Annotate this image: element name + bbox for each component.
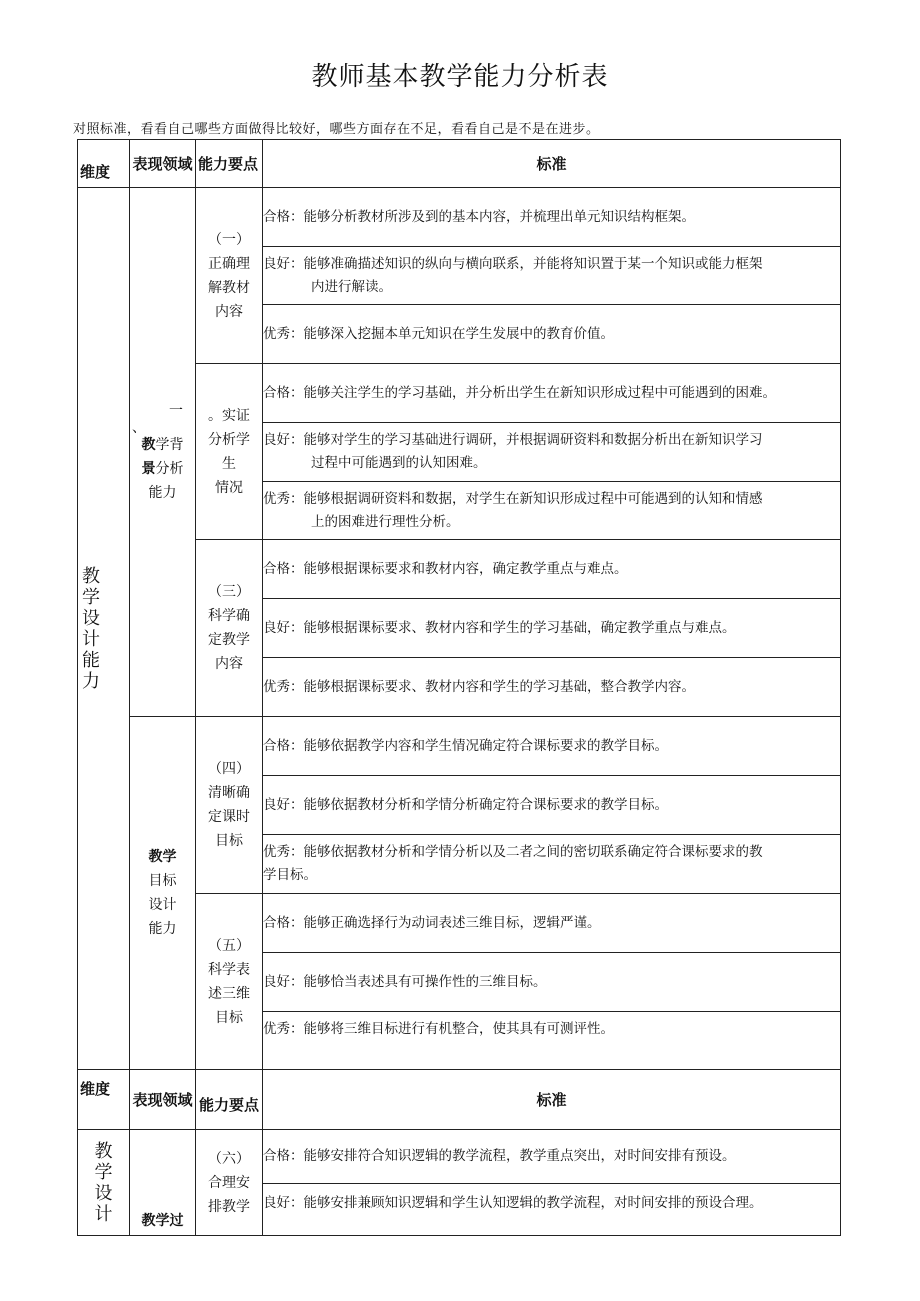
table-row	[78, 188, 841, 247]
point-cell	[196, 1130, 263, 1236]
point-label: 科学确	[208, 608, 250, 624]
standard-excellent	[263, 482, 841, 540]
point-label: 。实证	[208, 407, 250, 424]
point-label: 科学表	[208, 961, 250, 978]
standard-qualified: 合格：能够依据教学内容和学生情况确定符合课标要求的教学目标。	[263, 717, 841, 776]
area-label-bold: 教学	[148, 849, 177, 865]
header-standard: 标准	[263, 140, 841, 188]
standard-good	[263, 423, 841, 482]
dimension-label: 教学设计能力	[82, 565, 100, 692]
standard-text: 内进行解读。	[311, 278, 392, 295]
point-label: 情况	[215, 479, 243, 496]
standard-good: 良好：能够恰当表述具有可操作性的三维目标。	[263, 953, 841, 1012]
table-row	[78, 717, 841, 776]
point-number: （六）	[208, 1150, 250, 1167]
point-label: 内容	[215, 303, 243, 320]
area-label-line	[132, 457, 193, 481]
point-cell	[196, 717, 263, 894]
area-label-bold: 景	[141, 461, 156, 477]
standard-qualified: 合格：能够安排符合知识逻辑的教学流程，教学重点突出，对时间安排有预设。	[263, 1130, 841, 1184]
table-header-row	[78, 1070, 841, 1130]
standard-good: 良好：能够安排兼顾知识逻辑和学生认知逻辑的教学流程，对时间安排的预设合理。	[263, 1184, 841, 1236]
point-label: 定教学	[208, 632, 250, 648]
standard-text: 过程中可能遇到的认知困难。	[311, 455, 487, 471]
header-point: 能力要点	[196, 140, 263, 188]
standard-qualified: 合格：能够根据课标要求和教材内容，确定教学重点与难点。	[263, 540, 841, 599]
standard-excellent: 优秀：能够根据课标要求、教材内容和学生的学习基础，整合教学内容。	[263, 658, 841, 717]
point-label: 定课时	[208, 809, 250, 825]
standard-text: 上的困难进行理性分析。	[311, 513, 460, 530]
standard-text: 优秀：能够根据调研资料和数据，对学生在新知识形成过程中可能遇到的认知和情感	[263, 490, 763, 507]
intro-text: 对照标准，看看自己哪些方面做得比较好，哪些方面存在不足，看看自己是不是在进步。	[73, 122, 600, 137]
area-label-bold: 教	[141, 437, 156, 453]
point-label: 清晰确	[208, 785, 250, 801]
page-title: 教师基本教学能力分析表	[311, 62, 609, 92]
point-number: （一）	[208, 231, 250, 248]
header-area: 表现领域	[130, 140, 196, 188]
point-number: （五）	[208, 937, 250, 954]
point-number: （四）	[208, 761, 250, 777]
point-cell	[196, 364, 263, 540]
point-cell	[196, 540, 263, 717]
point-label: 内容	[215, 656, 243, 672]
standard-qualified: 合格：能够关注学生的学习基础，并分析出学生在新知识形成过程中可能遇到的困难。	[263, 364, 841, 423]
point-label: 解教材	[208, 279, 250, 296]
standard-text: 优秀：能够依据教材分析和学情分析以及二者之间的密切联系确定符合课标要求的教	[263, 844, 763, 860]
standard-good: 良好：能够根据课标要求、教材内容和学生的学习基础，确定教学重点与难点。	[263, 599, 841, 658]
point-label: 述三维	[208, 985, 250, 1002]
area-cell	[130, 188, 196, 717]
area-label-text: 设计	[148, 897, 177, 913]
area-number: 一	[169, 403, 183, 419]
area-label-text: 目标	[148, 873, 177, 889]
dimension-cell	[78, 1130, 130, 1236]
area-label-text: 能力	[148, 485, 177, 501]
area-label-text: 学背	[155, 437, 184, 453]
standard-text: 良好：能够准确描述知识的纵向与横向联系，并能将知识置于某一个知识或能力框架	[263, 255, 763, 272]
dimension-cell	[78, 188, 130, 1070]
point-label: 合理安	[208, 1174, 250, 1191]
header-area: 表现领域	[130, 1070, 196, 1130]
header-point: 能力要点	[196, 1070, 263, 1130]
area-cell	[130, 1130, 196, 1236]
standard-qualified: 合格：能够分析教材所涉及到的基本内容，并梳理出单元知识结构框架。	[263, 188, 841, 247]
point-cell	[196, 188, 263, 364]
standard-good: 良好：能够依据教材分析和学情分析确定符合课标要求的教学目标。	[263, 776, 841, 835]
header-dimension: 维度	[78, 140, 130, 188]
point-label: 排教学	[208, 1198, 250, 1215]
area-label-text: 能力	[148, 921, 177, 937]
standard-text: 良好：能够对学生的学习基础进行调研，并根据调研资料和数据分析出在新知识学习	[263, 432, 763, 448]
standard-excellent: 优秀：能够深入挖掘本单元知识在学生发展中的教育价值。	[263, 305, 841, 364]
table-row	[78, 1130, 841, 1184]
point-label: 分析学	[208, 431, 250, 448]
area-mark: 、	[132, 420, 146, 436]
ability-table	[77, 139, 841, 1236]
standard-good	[263, 247, 841, 305]
point-label: 生	[222, 455, 236, 472]
point-label: 目标	[215, 1009, 243, 1026]
area-cell	[130, 717, 196, 1070]
point-label: 正确理	[208, 255, 250, 272]
area-label-line	[132, 433, 193, 457]
point-label: 目标	[215, 833, 243, 849]
standard-text: 学目标。	[263, 867, 317, 883]
header-dimension: 维度	[78, 1070, 130, 1130]
standard-qualified: 合格：能够正确选择行为动词表述三维目标，逻辑严谨。	[263, 894, 841, 953]
standard-excellent: 优秀：能够将三维目标进行有机整合，使其具有可测评性。	[263, 1012, 841, 1070]
standard-excellent	[263, 835, 841, 894]
area-label-text: 分析	[155, 461, 184, 477]
point-cell	[196, 894, 263, 1070]
point-number: （三）	[208, 584, 250, 600]
dimension-label: 教学设计	[94, 1140, 113, 1225]
table-header-row	[78, 140, 841, 188]
header-standard: 标准	[263, 1070, 841, 1130]
area-label-bold: 教学过	[141, 1213, 184, 1229]
